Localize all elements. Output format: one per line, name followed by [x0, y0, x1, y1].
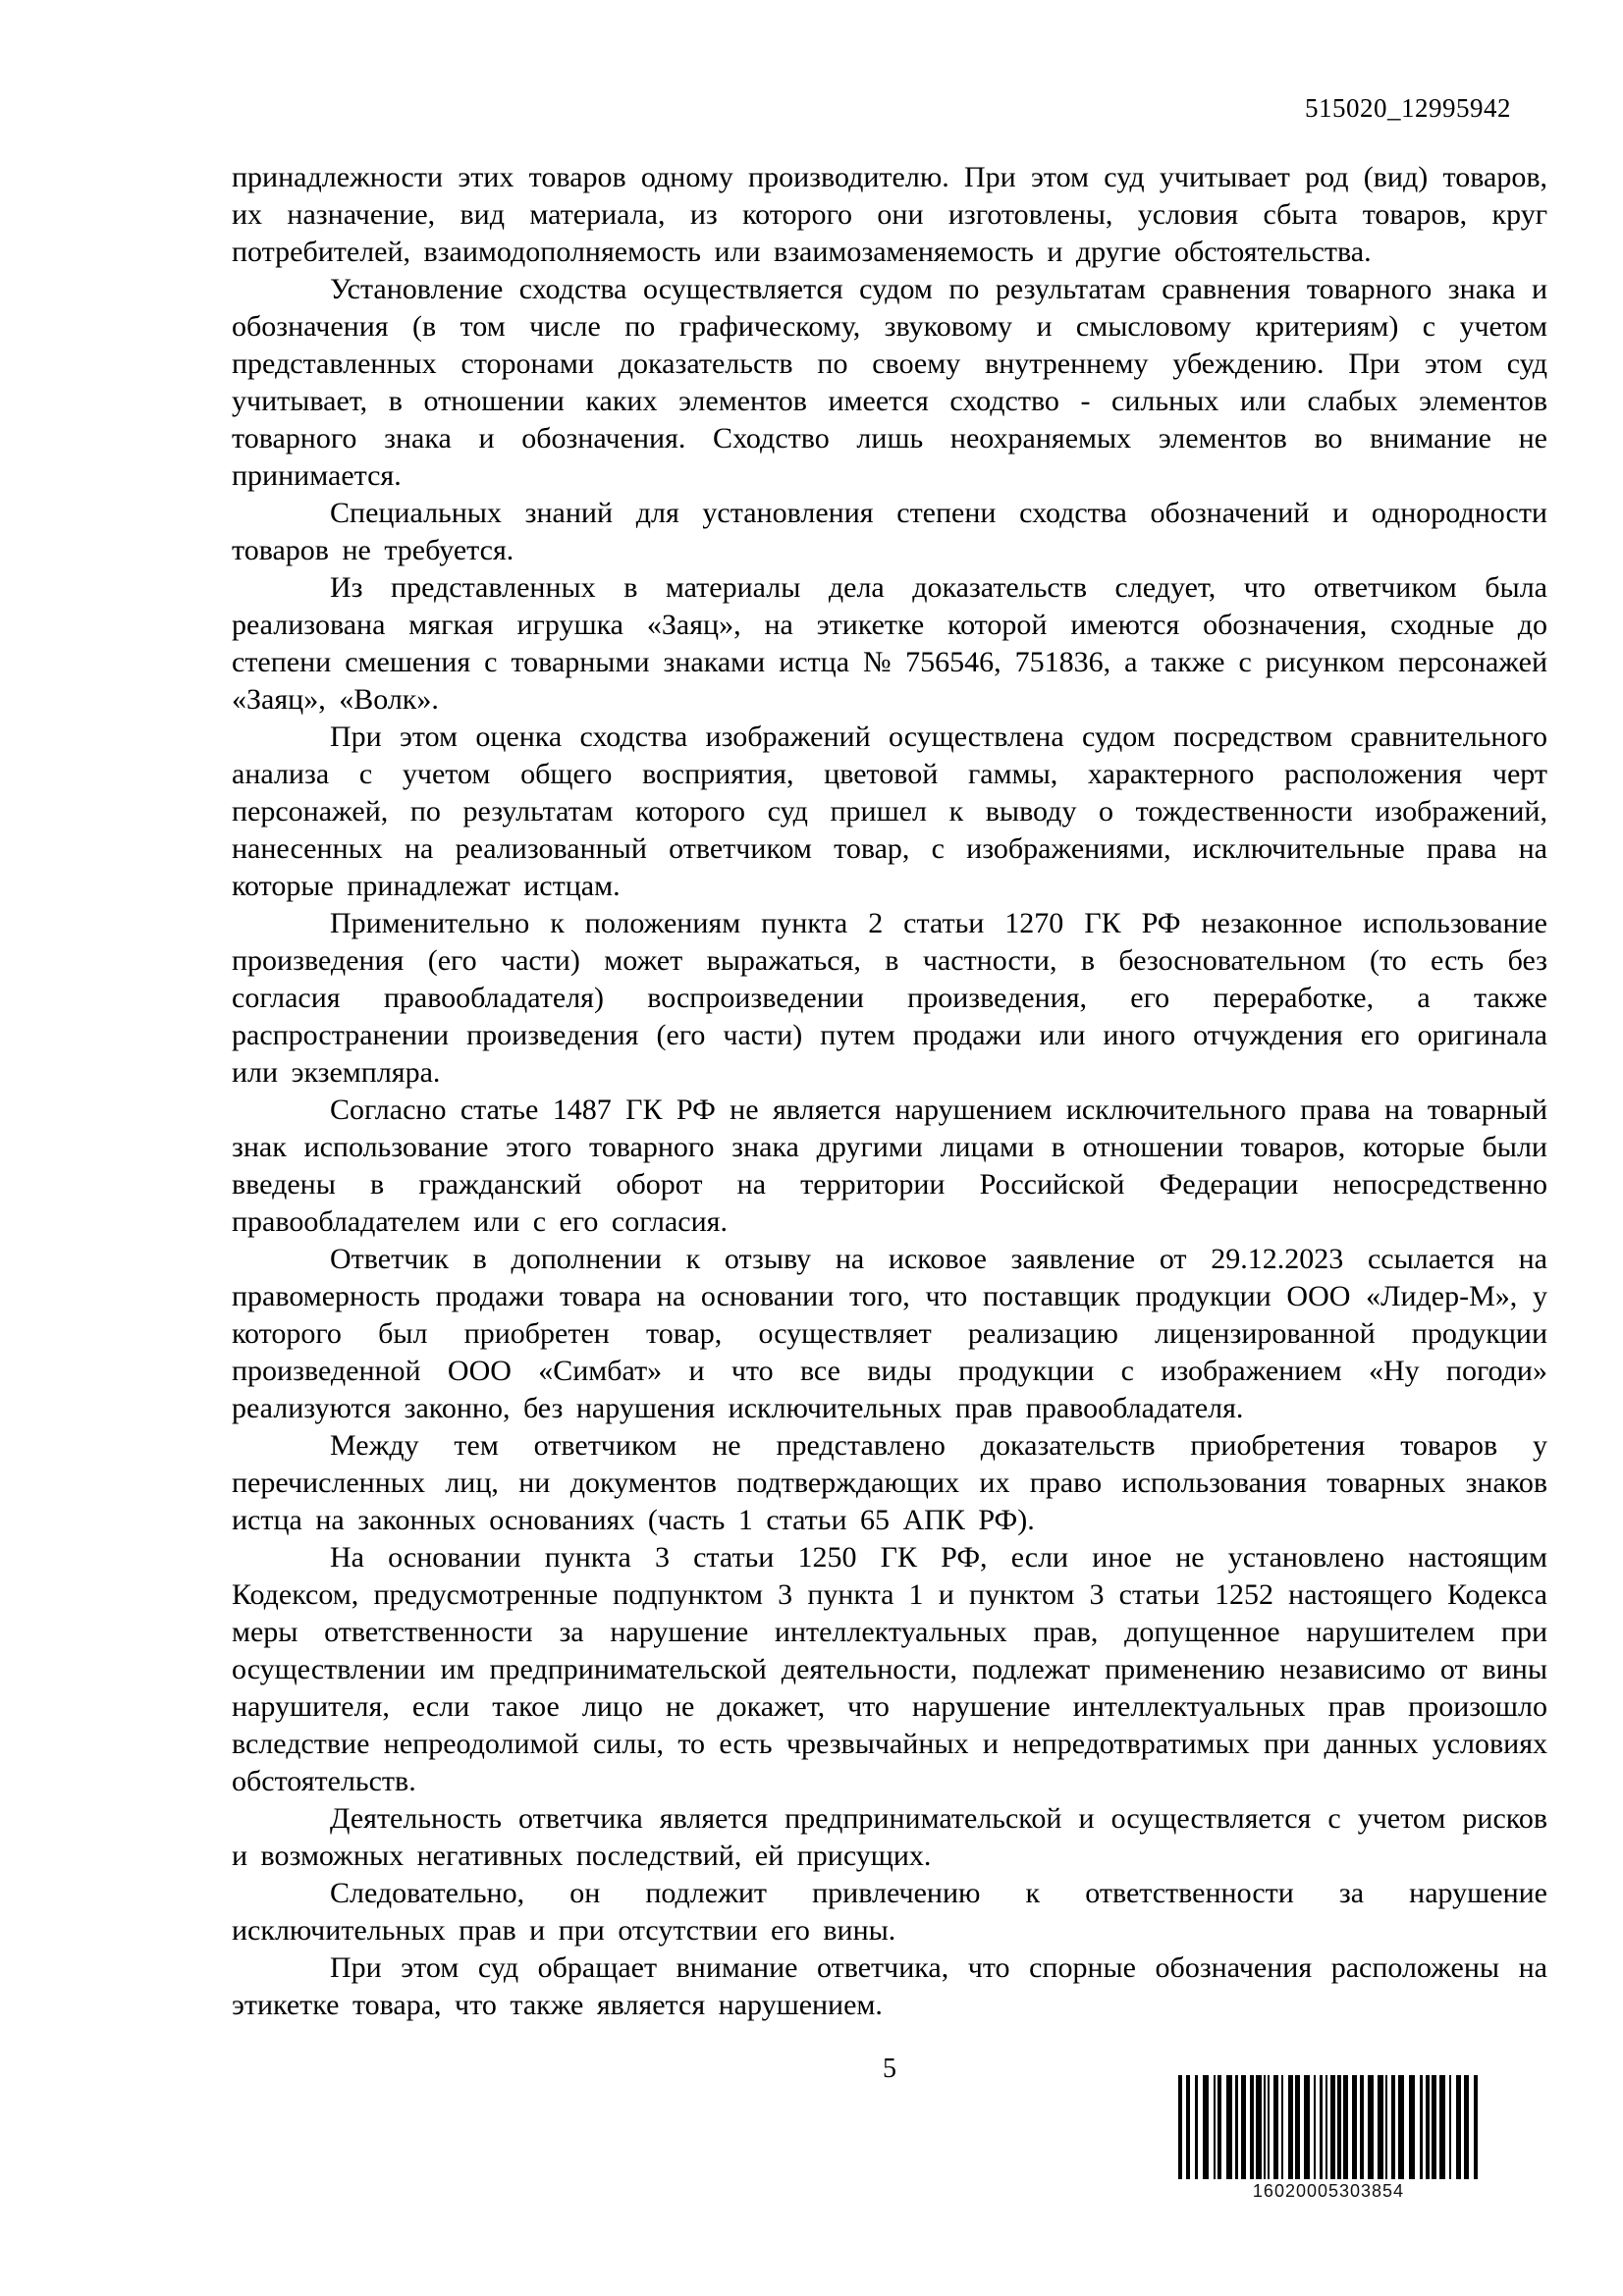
document-paragraph: Установление сходства осуществляется судом по результатам сравнения товарного знака и обозначения (в том числе по графическому, звуковому и смысловому критериям) с учетом представленных сторонами доказательств по своему внутреннему убеждению. При этом суд учитывает, в отношении каких элементов имеется сходство - сильных или слабых элементов товарного знака и обозначения. Сходство лишь неохраняемых элементов во внимание не принимается.: [232, 273, 1547, 492]
document-paragraph: Специальных знаний для установления степени сходства обозначений и однородности товаров не требуется.: [232, 497, 1547, 566]
document-paragraph: Между тем ответчиком не представлено доказательств приобретения товаров у перечисленных лиц, ни документов подтверждающих их право использования товарных знаков истца на законных основаниях (часть 1 статьи 65 АПК РФ).: [232, 1429, 1547, 1536]
document-paragraph: На основании пункта 3 статьи 1250 ГК РФ, если иное не установлено настоящим Кодексом, предусмотренные подпунктом 3 пункта 1 и пунктом 3 статьи 1252 настоящего Кодекса меры ответственности за нарушение интеллектуальных прав, допущенное нарушителем при осуществлении им предпринимательской деятельности, подлежат применению независимо от вины нарушителя, если такое лицо не докажет, что нарушение интеллектуальных прав произошло вследствие непреодолимой силы, то есть чрезвычайных и непредотвратимых при данных условиях обстоятельств.: [232, 1541, 1547, 1797]
document-paragraph: Из представленных в материалы дела доказательств следует, что ответчиком была реализована мягкая игрушка «Заяц», на этикетке которой имеются обозначения, сходные до степени смешения с товарными знаками истца № 756546, 751836, а также с рисунком персонажей «Заяц», «Волк».: [232, 571, 1547, 716]
document-paragraph: принадлежности этих товаров одному производителю. При этом суд учитывает род (вид) товаров, их назначение, вид материала, из которого они изготовлены, условия сбыта товаров, круг потребителей, взаимодополняемость или взаимозаменяемость и другие обстоятельства.: [232, 161, 1547, 268]
document-paragraph: Согласно статье 1487 ГК РФ не является нарушением исключительного права на товарный знак использование этого товарного знака другими лицами в отношении товаров, которые были введены в гражданский оборот на территории Российской Федерации непосредственно правообладателем или с его согласия.: [232, 1094, 1547, 1238]
document-paragraph: При этом оценка сходства изображений осуществлена судом посредством сравнительного анализа с учетом общего восприятия, цветовой гаммы, характерного расположения черт персонажей, по результатам которого суд пришел к выводу о тождественности изображений, нанесенных на реализованный ответчиком товар, с изображениями, исключительные права на которые принадлежат истцам.: [232, 721, 1547, 902]
document-paragraph: Ответчик в дополнении к отзыву на исковое заявление от 29.12.2023 ссылается на правомерность продажи товара на основании того, что поставщик продукции ООО «Лидер-М», у которого был приобретен товар, осуществляет реализацию лицензированной продукции произведенной ООО «Симбат» и что все виды продукции с изображением «Ну погоди» реализуются законно, без нарушения исключительных прав правообладателя.: [232, 1243, 1547, 1424]
document-paragraph: Следовательно, он подлежит привлечению к ответственности за нарушение исключительных прав и при отсутствии его вины.: [232, 1877, 1547, 1947]
document-number: 515020_12995942: [1305, 93, 1511, 123]
document-paragraph: Применительно к положениям пункта 2 статьи 1270 ГК РФ незаконное использование произведения (его части) может выражаться, в частности, в безосновательном (то есть без согласия правообладателя) воспроизведении произведения, его переработке, а также распространении произведения (его части) путем продажи или иного отчуждения его оригинала или экземпляра.: [232, 907, 1547, 1089]
page-number: 5: [883, 2054, 896, 2084]
document-body: [232, 159, 1547, 2024]
document-paragraph: При этом суд обращает внимание ответчика, что спорные обозначения расположены на этикетке товара, что также является нарушением.: [232, 1951, 1547, 2021]
barcode-bars: [1178, 2075, 1479, 2179]
document-paragraph: Деятельность ответчика является предпринимательской и осуществляется с учетом рисков и возможных негативных последствий, ей присущих.: [232, 1802, 1547, 1872]
barcode-number: 16020005303854: [1252, 2181, 1405, 2201]
barcode: [1178, 2075, 1479, 2202]
